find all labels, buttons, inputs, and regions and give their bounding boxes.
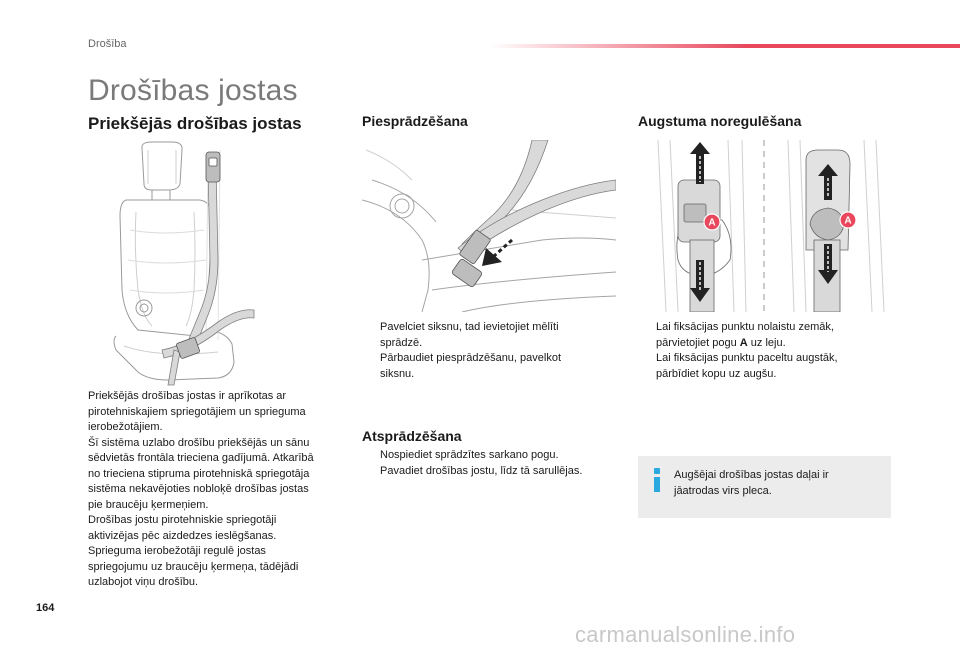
height-adjust-illustration: [638, 140, 892, 312]
list-item: [638, 351, 890, 382]
unbuckling-steps: [362, 448, 622, 479]
paragraph-line: sistēma nekavējoties nobloķē drošības jostas: [88, 483, 309, 495]
list-item: [362, 320, 612, 351]
info-box: [638, 456, 891, 518]
paragraph-line: Priekšējās drošības jostas ir aprīkotas ar: [88, 390, 287, 402]
list-item: [362, 464, 622, 480]
section-label: Drošība: [88, 38, 127, 50]
unbuckling-heading: Atsprādzēšana: [362, 428, 462, 444]
height-adjust-heading: Augstuma noregulēšana: [638, 113, 802, 129]
info-line: jāatrodas virs pleca.: [674, 485, 772, 497]
step-line: Lai fiksācijas punktu nolaistu zemāk,: [656, 321, 834, 333]
step-line: siksnu.: [380, 367, 415, 380]
step-line: Pārbaudiet piesprādzēšanu, pavelkot: [380, 352, 562, 364]
paragraph-line: spriegojumu uz braucēju ķermeņa, tādējādi: [88, 560, 299, 573]
paragraph-line: Šī sistēma uzlabo drošību priekšējās un sānu: [88, 436, 310, 449]
paragraph-line: pirotehniskajiem spriegotājiem un spriegumа: [88, 405, 306, 418]
page-title: Drošības jostas: [88, 74, 298, 107]
step-line: pārbīdiet kopu uz augšu.: [656, 367, 777, 380]
front-belts-heading: Priekšējās drošības jostas: [88, 114, 302, 133]
paragraph-line: Drošības jostu pirotehniskie spriegotāji: [88, 514, 277, 526]
buckling-heading: Piesprādzēšana: [362, 113, 468, 129]
page-number: 164: [36, 602, 55, 614]
list-item: [638, 320, 890, 351]
paragraph-line: uzlabojot viņu drošību.: [88, 576, 199, 588]
step-line: Lai fiksācijas punktu paceltu augstāk,: [656, 352, 838, 364]
paragraph-line: sēdvietās frontāla trieciena gadījumā. Atkarībā: [88, 452, 314, 464]
button-a-ref: A: [739, 336, 748, 349]
step-line: Pavadiet drošības jostu, līdz tā sarullējas.: [380, 464, 583, 477]
step-line: Pavelciet siksnu, tad ievietojiet mēlīti: [380, 321, 559, 333]
info-icon: [652, 468, 662, 492]
buckling-illustration: [362, 140, 616, 312]
paragraph-line: ierobežotājiem.: [88, 421, 163, 433]
paragraph-line: no trieciena stipruma pirotehniskā spriegotāja: [88, 467, 310, 480]
header-accent-line: [490, 44, 960, 48]
list-item: [362, 351, 612, 382]
watermark: carmanualsonline.info: [575, 622, 796, 647]
height-adjust-steps: [638, 320, 890, 382]
step-line: Nospiediet sprādzītes sarkano pogu.: [380, 449, 559, 461]
buckling-steps: [362, 320, 612, 382]
step-line: pārvietojiet pogu A uz leju.: [656, 336, 786, 349]
paragraph-line: pie braucēju ķermeņiem.: [88, 498, 209, 511]
front-seat-belt-illustration: [108, 140, 258, 388]
front-belts-paragraph: [88, 389, 348, 591]
info-text: [674, 467, 874, 499]
paragraph-line: aktivizējas pēc aizdedzes ieslēgšanas.: [88, 529, 277, 542]
info-line: Augšējai drošības jostas daļai ir: [674, 469, 829, 481]
list-item: [362, 448, 622, 464]
paragraph-line: Sprieguma ierobežotāji regulē jostas: [88, 545, 266, 557]
callout-a-label: A: [844, 215, 852, 227]
callout-a-label: A: [708, 217, 716, 229]
step-line: sprādzē.: [380, 336, 423, 349]
